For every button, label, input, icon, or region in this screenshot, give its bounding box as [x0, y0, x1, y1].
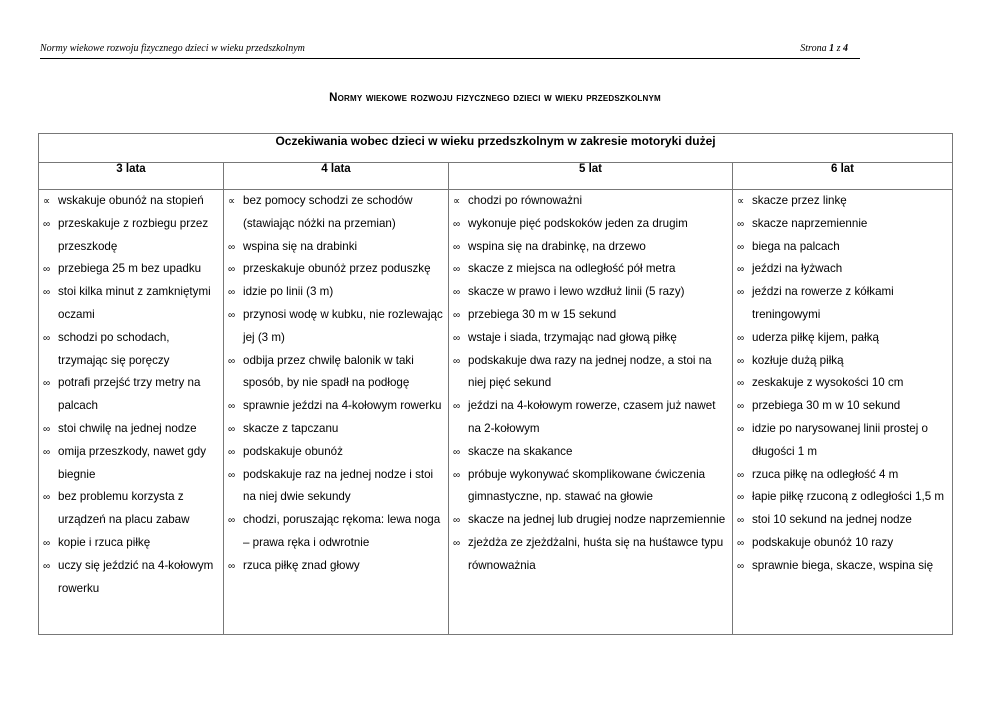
skills-col-4 [224, 190, 449, 635]
bullet-icon: ∞ [453, 469, 461, 481]
skill-item [449, 350, 728, 396]
skill-text: potrafi przejść trzy metry na palcach [58, 376, 201, 413]
skill-item [39, 555, 219, 601]
skill-item [449, 236, 728, 259]
skills-list-4 [224, 190, 448, 578]
bullet-icon: ∞ [228, 287, 236, 299]
norms-table [38, 133, 953, 635]
skill-item [39, 532, 219, 555]
bullet-icon: ∞ [737, 423, 745, 435]
skill-text: przebiega 30 m w 15 sekund [468, 307, 617, 321]
bullet-icon: ∝ [453, 196, 461, 207]
skill-text: podskakuje obunóż [243, 444, 343, 458]
bullet-icon: ∞ [228, 423, 236, 435]
skills-list-5 [449, 190, 732, 578]
skill-item [224, 258, 444, 281]
skill-item [449, 509, 728, 532]
skill-item [224, 418, 444, 441]
skill-text: przebiega 25 m bez upadku [58, 262, 202, 276]
skill-item [39, 258, 219, 281]
skill-text: jeździ na 4-kołowym rowerze, czasem już nawet na 2-kołowym [468, 399, 716, 435]
skill-text: bez problemu korzysta z urządzeń na placu zabaw [58, 490, 190, 527]
skill-text: rzuca piłkę na odległość 4 m [752, 467, 899, 481]
bullet-icon: ∝ [43, 196, 51, 207]
skill-text: próbuje wykonywać skomplikowane ćwiczenia gimnastyczne, np. stawać na głowie [468, 467, 706, 504]
skill-text: skacze naprzemiennie [752, 216, 868, 230]
skill-text: omija przeszkody, nawet gdy biegnie [58, 444, 206, 481]
skill-item [449, 464, 728, 510]
skill-text: kopie i rzuca piłkę [58, 535, 151, 549]
skill-text: idzie po linii (3 m) [243, 285, 334, 299]
bullet-icon: ∞ [43, 423, 51, 435]
skill-item [224, 281, 444, 304]
bullet-icon: ∞ [737, 264, 745, 276]
skill-item [224, 464, 444, 510]
skills-row [39, 190, 953, 635]
skill-item [733, 372, 948, 395]
bullet-icon: ∞ [43, 446, 51, 458]
bullet-icon: ∞ [228, 560, 236, 572]
skill-text: kozłuje dużą piłką [752, 353, 844, 367]
skills-col-3 [39, 190, 224, 635]
bullet-icon: ∞ [453, 287, 461, 299]
skill-text: skacze na jednej lub drugiej nodze naprzemiennie [468, 513, 726, 527]
bullet-icon: ∞ [43, 378, 51, 390]
skill-text: wspina się na drabinkę, na drzewo [468, 239, 646, 253]
bullet-icon: ∞ [453, 332, 461, 344]
page-separator: z [834, 43, 843, 54]
bullet-icon: ∝ [228, 196, 236, 207]
skill-item [449, 304, 728, 327]
skill-item [449, 190, 728, 213]
bullet-icon: ∞ [453, 446, 461, 458]
bullet-icon: ∞ [737, 560, 745, 572]
header-page-number [800, 43, 848, 54]
bullet-icon: ∞ [453, 515, 461, 527]
skill-text: zjeżdża ze zjeżdżalni, huśta się na huśtawce typu równoważnia [468, 535, 724, 572]
bullet-icon: ∞ [228, 446, 236, 458]
skill-item [733, 486, 948, 509]
skill-text: skacze na skakance [468, 444, 573, 458]
skill-item [39, 327, 219, 373]
skill-item [449, 327, 728, 350]
skill-item [733, 418, 948, 464]
bullet-icon: ∞ [43, 332, 51, 344]
skill-item [224, 395, 444, 418]
bullet-icon: ∞ [453, 218, 461, 230]
skill-item [449, 441, 728, 464]
age-header-row [39, 163, 953, 190]
skill-item [733, 532, 948, 555]
age-header-4: 4 lata [224, 163, 449, 190]
skill-text: chodzi, poruszając rękoma: lewa noga – prawa ręka i odwrotnie [243, 513, 441, 549]
skills-col-6 [733, 190, 953, 635]
skill-text: skacze z tapczanu [243, 421, 339, 435]
skill-text: przebiega 30 m w 10 sekund [752, 399, 901, 413]
skill-item [733, 258, 948, 281]
skill-item [449, 258, 728, 281]
bullet-icon: ∞ [228, 515, 236, 527]
skill-text: odbija przez chwilę balonik w taki sposób, by nie spadł na podłogę [243, 353, 414, 390]
skill-text: uderza piłkę kijem, pałką [752, 330, 879, 344]
skill-text: wspina się na drabinki [243, 239, 358, 253]
skill-text: zeskakuje z wysokości 10 cm [752, 376, 904, 390]
bullet-icon: ∞ [737, 469, 745, 481]
age-header-5: 5 lat [449, 163, 733, 190]
page-prefix: Strona [800, 43, 830, 54]
skill-text: stoi 10 sekund na jednej nodze [752, 513, 912, 527]
skills-list-3 [39, 190, 223, 600]
skills-list-6 [733, 190, 952, 578]
skill-item [733, 190, 948, 213]
skill-item [449, 281, 728, 304]
skill-text: podskakuje dwa razy na jednej nodze, a stoi na niej pięć sekund [468, 353, 712, 390]
skill-item [224, 509, 444, 555]
skill-item [733, 281, 948, 327]
skill-item [39, 418, 219, 441]
skill-text: przynosi wodę w kubku, nie rozlewając jej (3 m) [243, 307, 443, 344]
bullet-icon: ∞ [737, 241, 745, 253]
bullet-icon: ∝ [737, 196, 745, 207]
header-document-title: Normy wiekowe rozwoju fizycznego dzieci w wieku przedszkolnym [40, 43, 305, 54]
skill-text: uczy się jeździć na 4-kołowym rowerku [58, 558, 214, 595]
skill-item [224, 190, 444, 236]
page-current: 1 [829, 43, 835, 54]
skill-item [449, 395, 728, 441]
skill-text: wykonuje pięć podskoków jeden za drugim [468, 216, 688, 230]
age-header-3: 3 lata [39, 163, 224, 190]
skill-item [733, 236, 948, 259]
skill-text: stoi kilka minut z zamkniętymi oczami [58, 285, 211, 321]
skill-item [39, 441, 219, 487]
skill-text: sprawnie biega, skacze, wspina się [752, 558, 934, 572]
bullet-icon: ∞ [228, 264, 236, 276]
bullet-icon: ∞ [228, 401, 236, 413]
skill-text: stoi chwilę na jednej nodze [58, 421, 197, 435]
skill-text: przeskakuje z rozbiegu przez przeszkodę [58, 216, 209, 253]
skill-item [224, 441, 444, 464]
bullet-icon: ∞ [737, 218, 745, 230]
skill-item [224, 555, 444, 578]
skill-item [39, 213, 219, 259]
skill-item [39, 486, 219, 532]
bullet-icon: ∞ [43, 492, 51, 504]
bullet-icon: ∞ [737, 287, 745, 299]
skill-item [449, 213, 728, 236]
skill-text: schodzi po schodach, trzymając się poręczy [58, 330, 170, 367]
bullet-icon: ∞ [453, 309, 461, 321]
skill-text: jeździ na łyżwach [752, 262, 843, 276]
bullet-icon: ∞ [228, 309, 236, 321]
age-header-6: 6 lat [733, 163, 953, 190]
bullet-icon: ∞ [737, 537, 745, 549]
skill-item [224, 350, 444, 396]
skill-text: przeskakuje obunóż przez poduszkę [243, 262, 431, 276]
bullet-icon: ∞ [453, 264, 461, 276]
bullet-icon: ∞ [43, 264, 51, 276]
document-title: Normy wiekowe rozwoju fizycznego dzieci w wieku przedszkolnym [329, 92, 661, 104]
skill-item [39, 190, 219, 213]
skill-text: bez pomocy schodzi ze schodów (stawiając nóżki na przemian) [243, 194, 413, 230]
skill-text: łapie piłkę rzuconą z odległości 1,5 m [752, 490, 945, 504]
bullet-icon: ∞ [737, 355, 745, 367]
page-header [40, 40, 860, 59]
skill-text: podskakuje obunóż 10 razy [752, 535, 894, 549]
bullet-icon: ∞ [737, 332, 745, 344]
bullet-icon: ∞ [453, 401, 461, 413]
skill-text: skacze w prawo i lewo wzdłuż linii (5 razy) [468, 285, 685, 299]
skill-text: biega na palcach [752, 239, 840, 253]
bullet-icon: ∞ [228, 241, 236, 253]
bullet-icon: ∞ [453, 355, 461, 367]
bullet-icon: ∞ [43, 218, 51, 230]
skill-text: chodzi po równoważni [468, 194, 583, 207]
caption-row [39, 134, 953, 163]
bullet-icon: ∞ [737, 492, 745, 504]
skill-item [733, 395, 948, 418]
skill-text: jeździ na rowerze z kółkami treningowymi [752, 285, 894, 321]
skill-item [733, 350, 948, 373]
bullet-icon: ∞ [737, 515, 745, 527]
skill-item [39, 372, 219, 418]
skill-text: rzuca piłkę znad głowy [243, 558, 360, 572]
skill-item [733, 464, 948, 487]
bullet-icon: ∞ [737, 378, 745, 390]
skill-text: wskakuje obunóż na stopień [58, 194, 204, 207]
skill-item [224, 236, 444, 259]
skill-item [733, 213, 948, 236]
bullet-icon: ∞ [228, 469, 236, 481]
skill-item [224, 304, 444, 350]
bullet-icon: ∞ [43, 537, 51, 549]
skill-item [733, 509, 948, 532]
skill-item [39, 281, 219, 327]
skill-text: skacze z miejsca na odległość pół metra [468, 262, 676, 276]
skill-text: idzie po narysowanej linii prostej o długości 1 m [752, 421, 928, 458]
bullet-icon: ∞ [228, 355, 236, 367]
skill-item [733, 327, 948, 350]
skill-text: skacze przez linkę [752, 194, 847, 207]
skill-item [733, 555, 948, 578]
skill-item [449, 532, 728, 578]
bullet-icon: ∞ [453, 537, 461, 549]
skill-text: wstaje i siada, trzymając nad głową piłkę [468, 330, 677, 344]
skill-text: podskakuje raz na jednej nodze i stoi na niej dwie sekundy [243, 467, 434, 504]
skill-text: sprawnie jeździ na 4-kołowym rowerku [243, 399, 442, 413]
bullet-icon: ∞ [737, 401, 745, 413]
skills-col-5 [449, 190, 733, 635]
table-caption: Oczekiwania wobec dzieci w wieku przedszkolnym w zakresie motoryki dużej [39, 134, 953, 163]
bullet-icon: ∞ [43, 560, 51, 572]
bullet-icon: ∞ [453, 241, 461, 253]
bullet-icon: ∞ [43, 287, 51, 299]
page-total: 4 [843, 43, 848, 54]
